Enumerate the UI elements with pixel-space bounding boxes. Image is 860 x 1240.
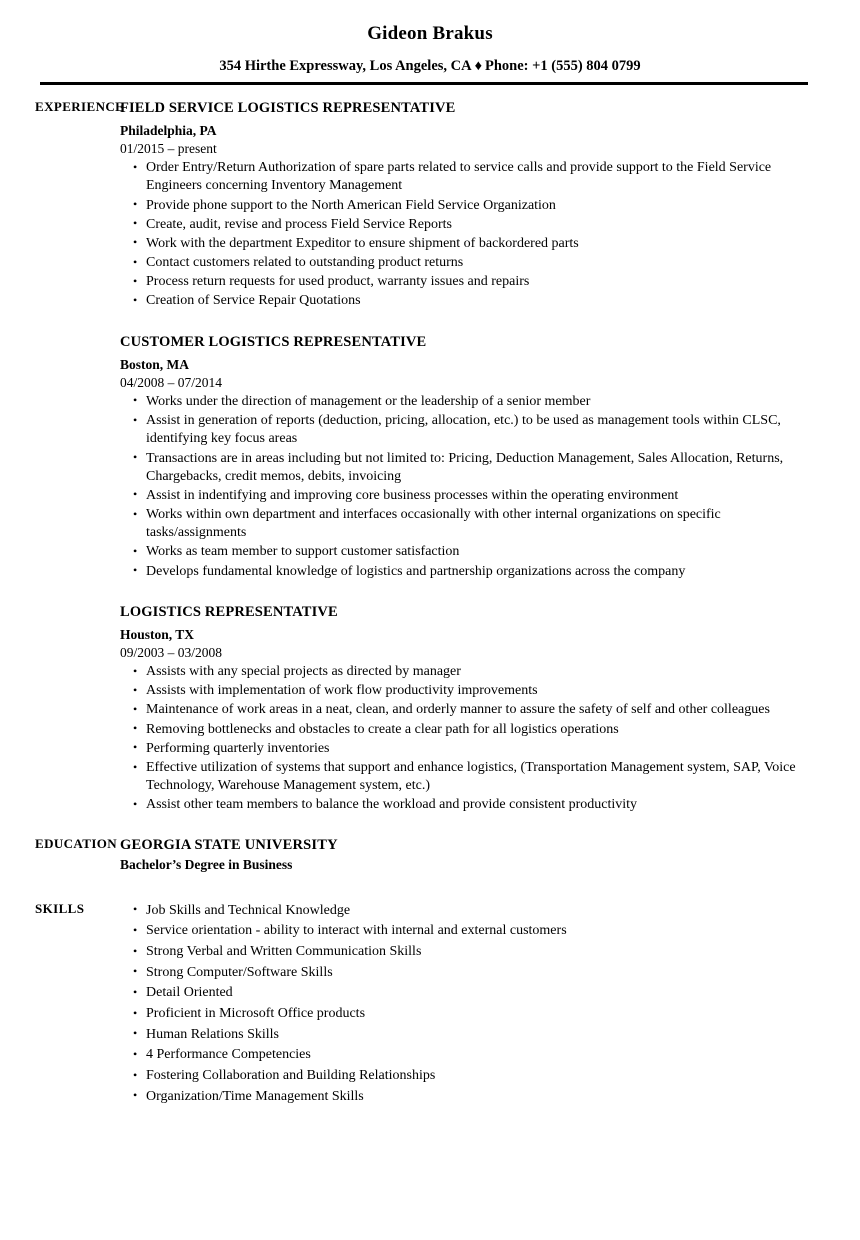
- education-label-column: [0, 836, 120, 852]
- section-education: [0, 836, 860, 875]
- education-content: [120, 836, 860, 875]
- list-item: • Organization/Time Management Skills: [120, 1088, 808, 1106]
- list-item: • Works as team member to support customer satisfaction: [120, 543, 808, 561]
- list-item: • Assists with implementation of work flow productivity improvements: [120, 682, 808, 700]
- list-item: • Job Skills and Technical Knowledge: [120, 902, 808, 920]
- education-degree: Bachelor’s Degree in Business: [120, 857, 293, 873]
- diamond-separator-icon: ♦: [474, 57, 483, 74]
- section-label-skills: SKILLS: [35, 900, 85, 916]
- job-title: LOGISTICS REPRESENTATIVE: [120, 603, 338, 620]
- list-item: • 4 Performance Competencies: [120, 1046, 808, 1064]
- education-school: GEORGIA STATE UNIVERSITY: [120, 836, 338, 853]
- job-title: CUSTOMER LOGISTICS REPRESENTATIVE: [120, 333, 427, 350]
- section-experience: [0, 99, 860, 816]
- job-responsibility-list: [120, 663, 808, 815]
- list-item: • Transactions are in areas including but not limited to: Pricing, Deduction Management, Sales Allocation, Returns, Chargebacks, credit memos, debits, invoicing: [120, 450, 808, 486]
- experience-content: [120, 99, 860, 816]
- contact-address: 354 Hirthe Expressway, Los Angeles, CA: [219, 57, 472, 74]
- list-item: • Order Entry/Return Authorization of spare parts related to service calls and provide support to the Field Service Engineers concerning Inventory Management: [120, 159, 808, 195]
- section-label-education: EDUCATION: [35, 835, 118, 851]
- list-item: • Fostering Collaboration and Building Relationships: [120, 1067, 808, 1085]
- header-divider: [40, 82, 808, 85]
- list-item: • Develops fundamental knowledge of logistics and partnership organizations across the company: [120, 563, 808, 581]
- job-entry: [120, 603, 808, 815]
- job-responsibility-list: [120, 393, 808, 581]
- job-dates: 09/2003 – 03/2008: [120, 644, 223, 660]
- contact-line: [0, 57, 860, 75]
- candidate-name: Gideon Brakus: [367, 23, 493, 44]
- list-item: • Performing quarterly inventories: [120, 740, 808, 758]
- resume-body: [0, 99, 860, 1109]
- job-title: FIELD SERVICE LOGISTICS REPRESENTATIVE: [120, 99, 456, 116]
- job-location: Boston, MA: [120, 356, 190, 372]
- list-item: • Proficient in Microsoft Office products: [120, 1005, 808, 1023]
- job-location: Philadelphia, PA: [120, 122, 217, 138]
- job-dates: 01/2015 – present: [120, 140, 217, 156]
- list-item: • Assist other team members to balance the workload and provide consistent productivity: [120, 796, 808, 814]
- job-responsibility-list: [120, 159, 808, 311]
- section-label-experience: EXPERIENCE: [35, 98, 125, 114]
- experience-label-column: [0, 98, 125, 115]
- list-item: • Removing bottlenecks and obstacles to create a clear path for all logistics operations: [120, 721, 808, 739]
- list-item: • Maintenance of work areas in a neat, clean, and orderly manner to assure the safety of self and other colleagues: [120, 701, 808, 719]
- contact-phone: Phone: +1 (555) 804 0799: [485, 57, 641, 74]
- resume-header: [0, 0, 860, 85]
- section-skills: [0, 901, 860, 1109]
- list-item: • Contact customers related to outstanding product returns: [120, 254, 808, 272]
- skills-list: [120, 902, 808, 1106]
- list-item: • Assists with any special projects as directed by manager: [120, 663, 808, 681]
- list-item: • Works within own department and interfaces occasionally with other internal organizations on specific tasks/assignments: [120, 506, 808, 542]
- job-entry: [120, 333, 808, 581]
- list-item: • Process return requests for used product, warranty issues and repairs: [120, 273, 808, 291]
- job-entry: [120, 99, 808, 311]
- list-item: • Strong Computer/Software Skills: [120, 964, 808, 982]
- list-item: • Assist in generation of reports (deduction, pricing, allocation, etc.) to be used as management tools within CLSC, identifying key focus areas: [120, 412, 808, 448]
- job-location: Houston, TX: [120, 626, 195, 642]
- list-item: • Work with the department Expeditor to ensure shipment of backordered parts: [120, 235, 808, 253]
- skills-content: [120, 901, 860, 1109]
- list-item: • Human Relations Skills: [120, 1026, 808, 1044]
- list-item: • Effective utilization of systems that support and enhance logistics, (Transportation Management system, SAP, Voice Technology, Warehouse Management system, etc.): [120, 759, 808, 795]
- job-dates: 04/2008 – 07/2014: [120, 374, 223, 390]
- list-item: • Creation of Service Repair Quotations: [120, 292, 808, 310]
- skills-label-column: [0, 901, 120, 917]
- list-item: • Strong Verbal and Written Communication Skills: [120, 943, 808, 961]
- list-item: • Provide phone support to the North American Field Service Organization: [120, 197, 808, 215]
- list-item: • Create, audit, revise and process Field Service Reports: [120, 216, 808, 234]
- list-item: • Assist in indentifying and improving core business processes within the operating environment: [120, 487, 808, 505]
- list-item: • Detail Oriented: [120, 984, 808, 1002]
- list-item: • Service orientation - ability to interact with internal and external customers: [120, 922, 808, 940]
- list-item: • Works under the direction of management or the leadership of a senior member: [120, 393, 808, 411]
